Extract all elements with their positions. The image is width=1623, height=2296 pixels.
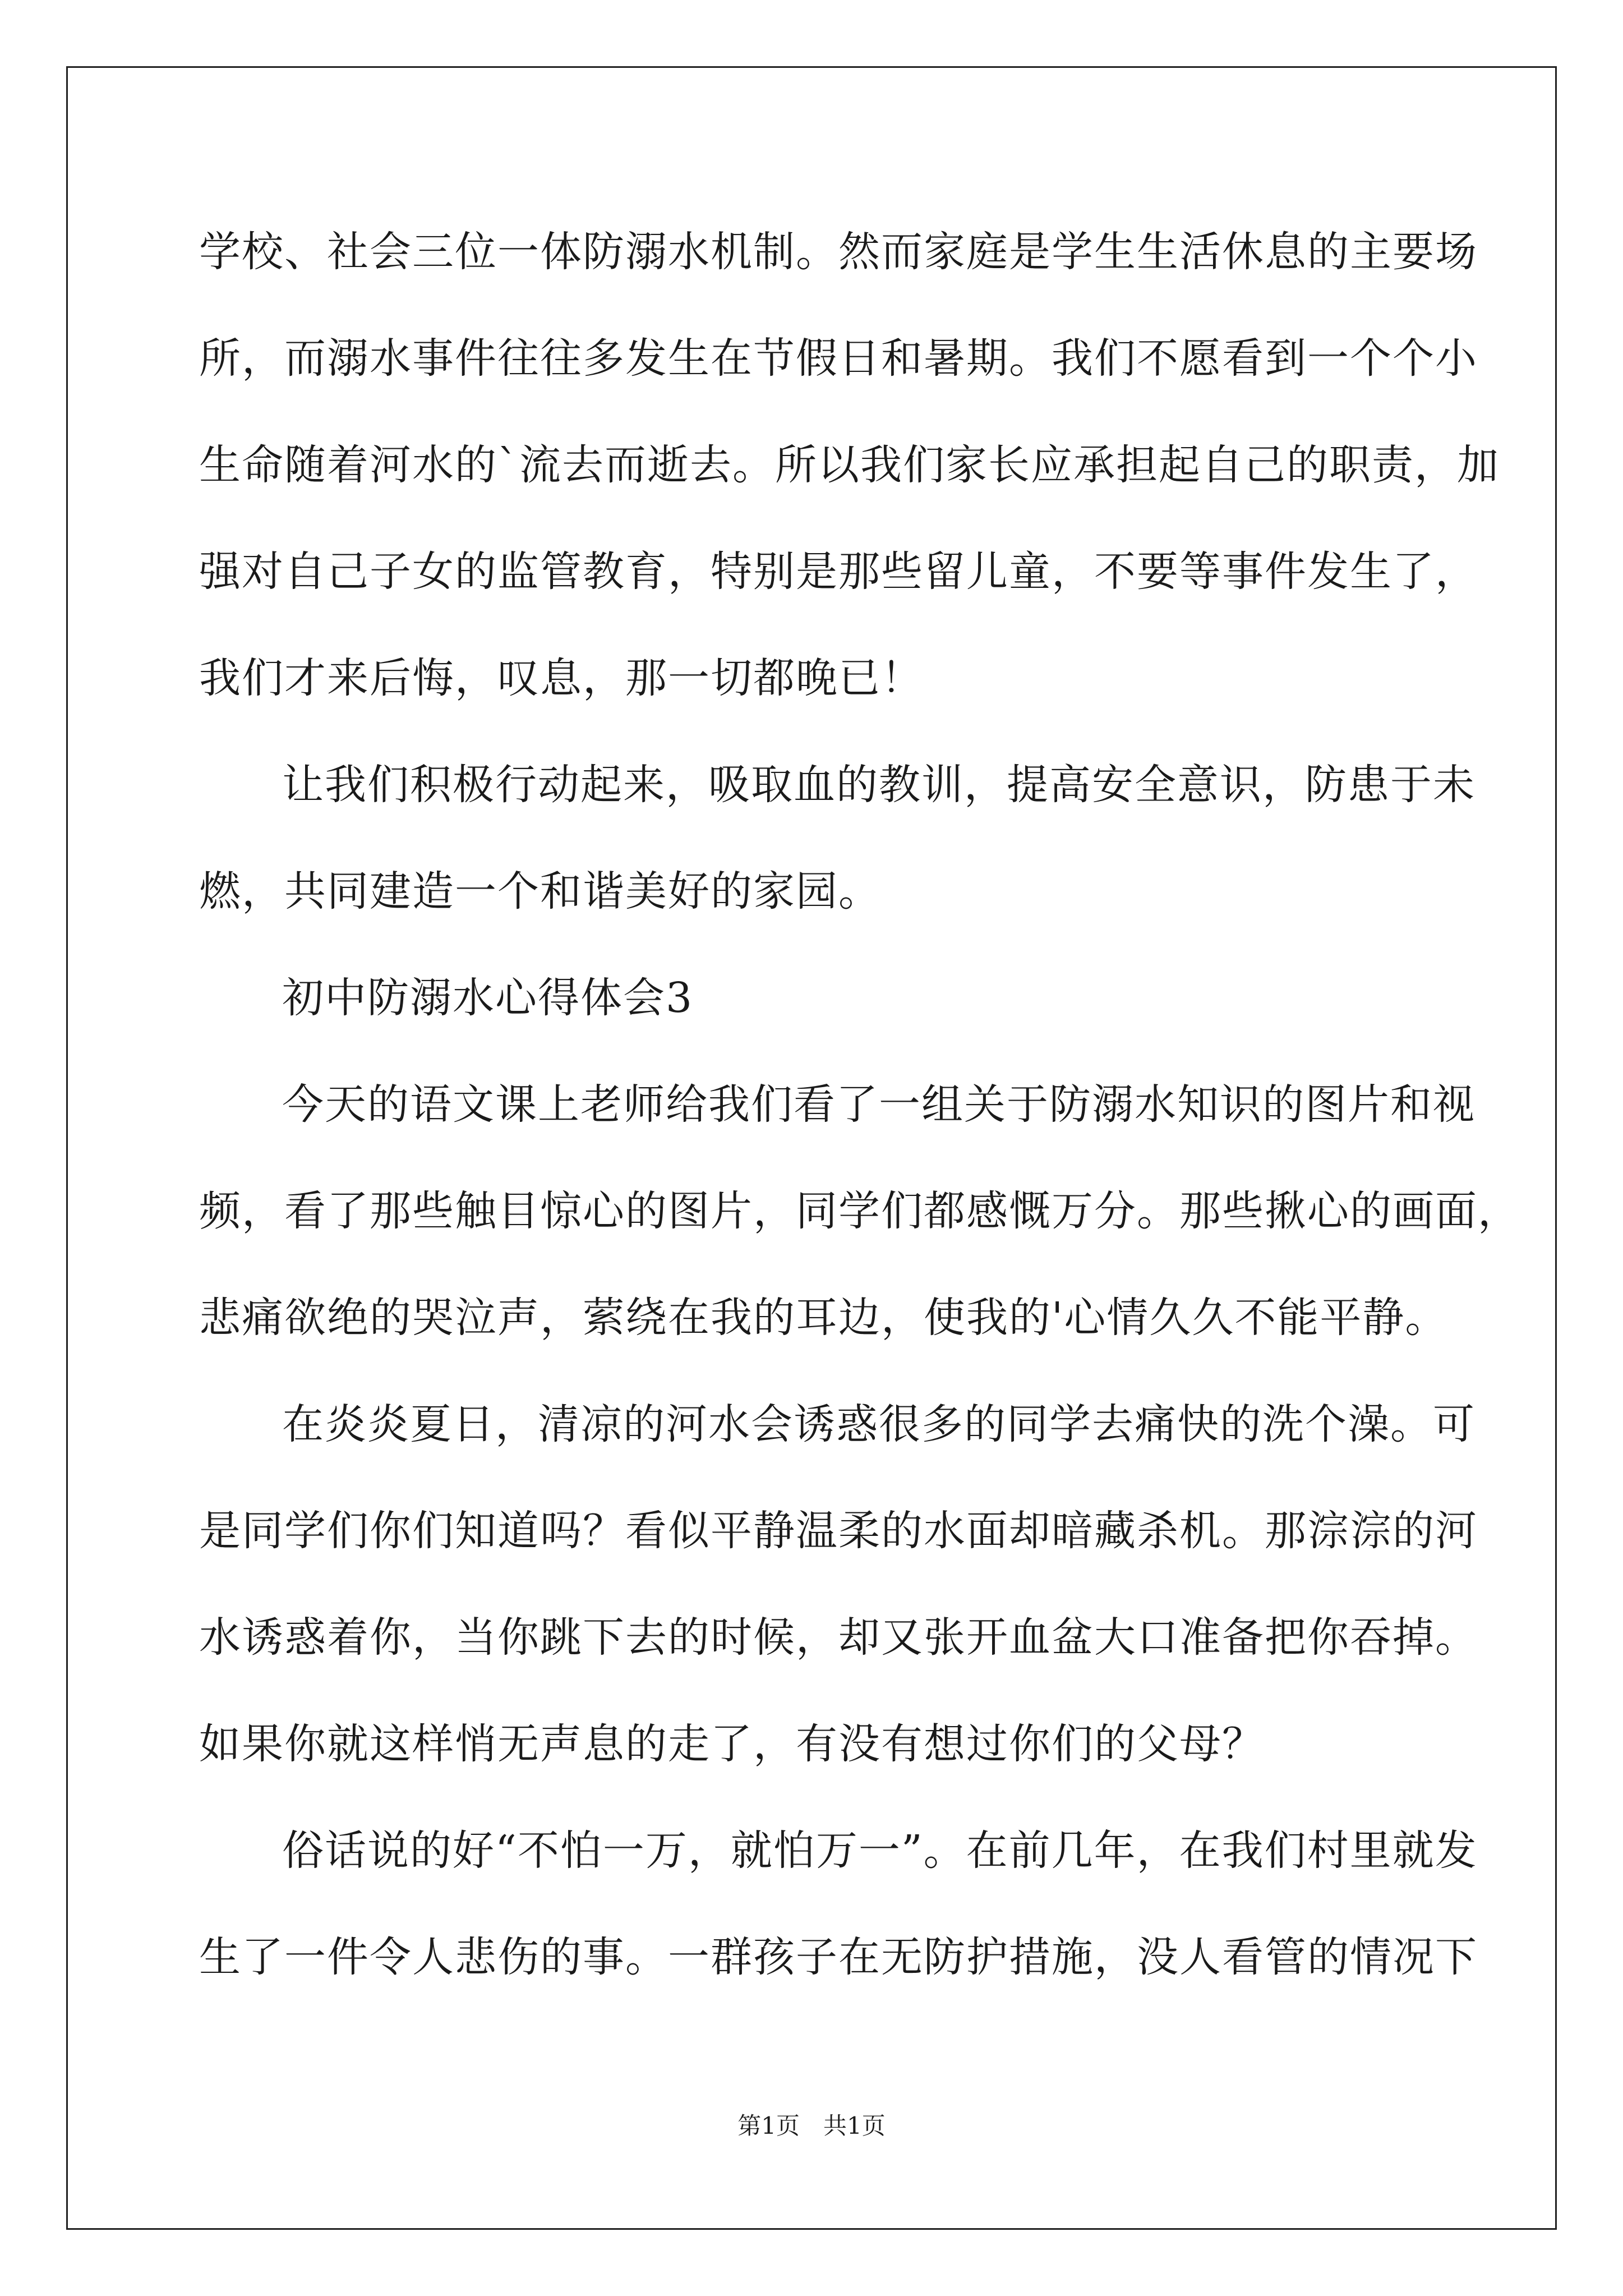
text-line: 俗话说的好“不怕一万，就怕万一”。在前几年，在我们村里就发: [282, 1826, 1478, 1875]
section-heading: 初中防溺水心得体会3: [282, 974, 694, 1022]
text-line: 是同学们你们知道吗？看似平静温柔的水面却暗藏杀机。那淙淙的河: [199, 1507, 1478, 1555]
text-line: 生了一件令人悲伤的事。一群孩子在无防护措施，没人看管的情况下: [199, 1933, 1478, 1981]
page-footer: 第1页 共1页: [737, 2112, 886, 2139]
document-body: [199, 214, 1520, 2026]
text-line: 学校、社会三位一体防溺水机制。然而家庭是学生生活休息的主要场: [199, 228, 1478, 276]
text-line: 今天的语文课上老师给我们看了一组关于防溺水知识的图片和视: [282, 1080, 1476, 1129]
text-line: 让我们积极行动起来，吸取血的教训，提高安全意识，防患于未: [282, 761, 1476, 809]
text-line: 悲痛欲绝的哭泣声，萦绕在我的耳边，使我的'心情久久不能平静。: [199, 1294, 1448, 1342]
text-line: 如果你就这样悄无声息的走了，有没有想过你们的父母？: [199, 1720, 1265, 1768]
text-line: 所，而溺水事件往往多发生在节假日和暑期。我们不愿看到一个个小: [199, 334, 1478, 383]
text-line: 水诱惑着你，当你跳下去的时候，却又张开血盆大口准备把你吞掉。: [199, 1613, 1478, 1662]
text-line: 频，看了那些触目惊心的图片，同学们都感慨万分。那些揪心的画面，: [199, 1187, 1520, 1235]
text-line: 强对自己子女的监管教育，特别是那些留儿童，不要等事件发生了，: [199, 547, 1478, 596]
text-line: 我们才来后悔，叹息，那一切都晚已！: [199, 654, 924, 702]
text-line: 燃，共同建造一个和谐美好的家园。: [199, 867, 881, 915]
text-line: 生命随着河水的`流去而逝去。所以我们家长应承担起自己的职责，加: [199, 441, 1500, 489]
text-line: 在炎炎夏日，清凉的河水会诱惑很多的同学去痛快的洗个澡。可: [282, 1400, 1476, 1448]
